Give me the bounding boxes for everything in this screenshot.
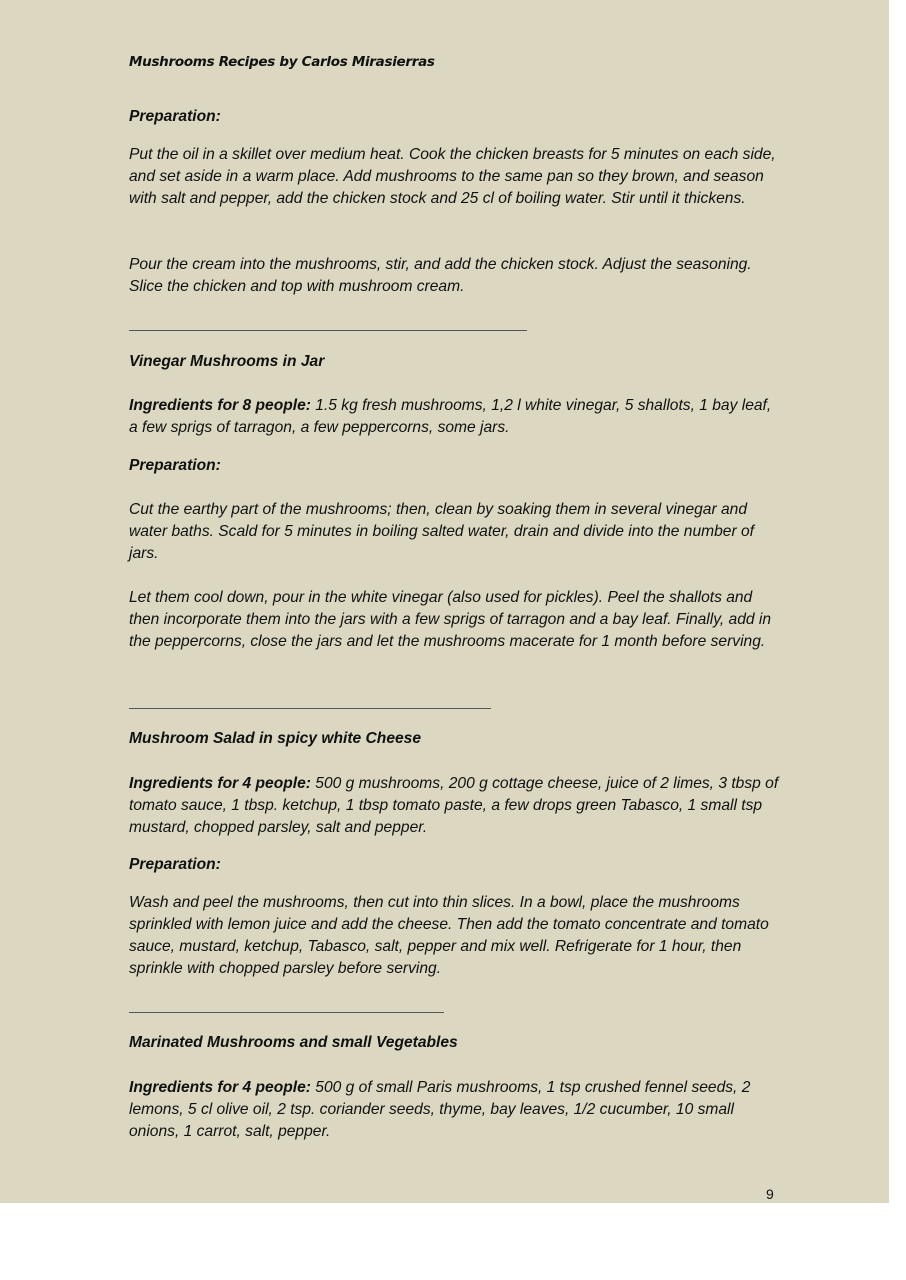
recipe4-ingredients (129, 1077, 779, 1143)
page-number: 9 (766, 1186, 774, 1202)
recipe2-preparation-paragraph-1: Cut the earthy part of the mushrooms; then, clean by soaking them in several vinegar and water baths. Scald for 5 minutes in boiling salted water, drain and divide into the number of jars. (129, 501, 754, 562)
recipe3-preparation-paragraph-1: Wash and peel the mushrooms, then cut into thin slices. In a bowl, place the mushrooms sprinkled with lemon juice and add the cheese. Then add the tomato concentrate and tomato sauce, mustard, ketchup, Tabasco, salt, pepper and mix well. Refrigerate for 1 hour, then sprinkle with chopped parsley before serving. (129, 894, 769, 977)
recipe3-title: Mushroom Salad in spicy white Cheese (129, 730, 422, 747)
recipe4-ingredients-label: Ingredients for 4 people: (129, 1079, 311, 1096)
running-header: Mushrooms Recipes by Carlos Mirasierras (129, 54, 435, 70)
recipe2-preparation-paragraph-2: Let them cool down, pour in the white vinegar (also used for pickles). Peel the shallots and then incorporate them into the jars with a few sprigs of tarragon and a bay leaf. Finally, add in the peppercorns, close the jars and let the mushrooms macerate for 1 month before serving. (129, 589, 772, 650)
recipe4-title: Marinated Mushrooms and small Vegetables (129, 1034, 458, 1051)
recipe2-ingredients-text: 1.5 kg fresh mushrooms, 1,2 l white vinegar, 5 shallots, 1 bay leaf, a few sprigs of tarragon, a few peppercorns, some jars. (129, 397, 772, 436)
recipe2-ingredients (129, 395, 779, 439)
section-divider (129, 708, 491, 709)
section-divider (129, 1012, 444, 1013)
recipe2-preparation-heading: Preparation: (129, 457, 221, 474)
recipe3-ingredients (129, 773, 779, 839)
recipe2-ingredients-label: Ingredients for 8 people: (129, 397, 311, 414)
recipe4-ingredients-text: 500 g of small Paris mushrooms, 1 tsp crushed fennel seeds, 2 lemons, 5 cl olive oil, 2 tsp. coriander seeds, thyme, bay leaves, 1/2 cucumber, 10 small onions, 1 carrot, salt, pepper. (129, 1079, 751, 1140)
recipe3-ingredients-label: Ingredients for 4 people: (129, 775, 311, 792)
recipe3-preparation-heading: Preparation: (129, 856, 221, 873)
recipe1-preparation-heading: Preparation: (129, 108, 221, 125)
section-divider (129, 330, 527, 331)
recipe3-ingredients-text: 500 g mushrooms, 200 g cottage cheese, juice of 2 limes, 3 tbsp of tomato sauce, 1 tbsp. ketchup, 1 tbsp tomato paste, a few drops green Tabasco, 1 small tsp mustard, chopped parsley, salt and pepper. (129, 775, 779, 836)
recipe1-preparation-paragraph-1: Put the oil in a skillet over medium heat. Cook the chicken breasts for 5 minutes on each side, and set aside in a warm place. Add mushrooms to the same pan so they brown, and season with salt and pepper, add the chicken stock and 25 cl of boiling water. Stir until it thickens. (129, 146, 776, 207)
recipe2-title: Vinegar Mushrooms in Jar (129, 353, 325, 370)
recipe1-preparation-paragraph-2: Pour the cream into the mushrooms, stir, and add the chicken stock. Adjust the seasoning. Slice the chicken and top with mushroom cream. (129, 256, 752, 295)
